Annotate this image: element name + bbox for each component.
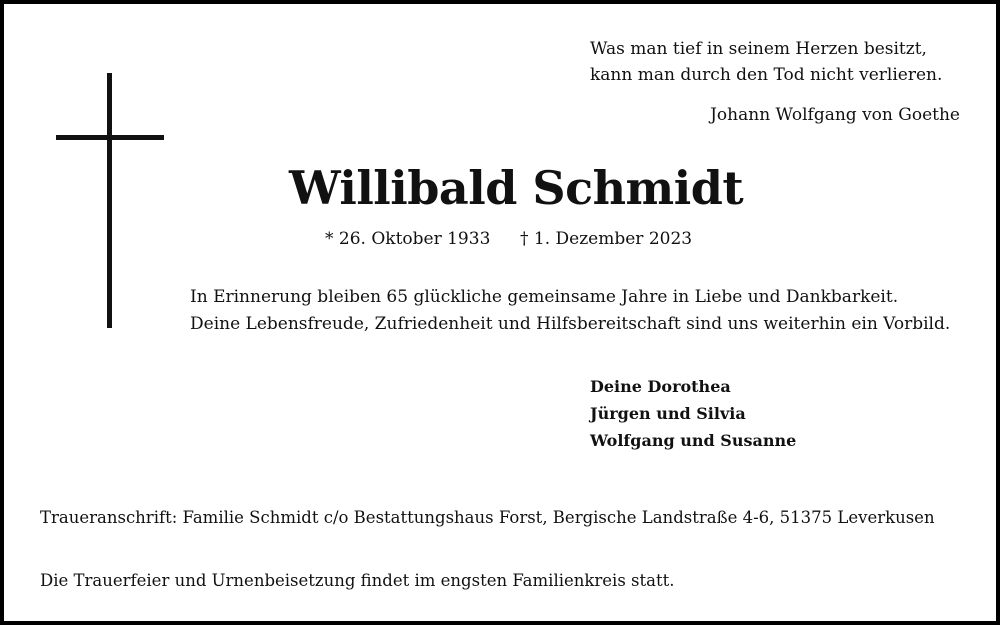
funeral-notice: Die Trauerfeier und Urnenbeisetzung findet im engsten Familienkreis statt. [40,571,675,590]
signer-juergen-silvia: Jürgen und Silvia [590,404,746,423]
memory-text-line-2: Deine Lebensfreude, Zufriedenheit und Hilfsbereitschaft sind uns weiterhin ein Vorbild. [190,314,951,334]
memory-text-line-1: In Erinnerung bleiben 65 glückliche gemeinsame Jahre in Liebe und Dankbarkeit. [190,287,899,307]
cross-horizontal-bar [56,135,164,140]
signer-dorothea: Deine Dorothea [590,377,731,396]
quote-line-1: Was man tief in seinem Herzen besitzt, [590,39,927,59]
signer-wolfgang-susanne: Wolfgang und Susanne [590,431,797,450]
deceased-name: Willibald Schmidt [289,161,744,215]
birth-date: * 26. Oktober 1933 [325,229,491,249]
quote-author: Johann Wolfgang von Goethe [710,105,960,125]
quote-line-2: kann man durch den Tod nicht verlieren. [590,65,943,85]
mourning-address: Traueranschrift: Familie Schmidt c/o Bestattungshaus Forst, Bergische Landstraße 4-6, 51375 Leverkusen [40,508,935,527]
cross-vertical-bar [107,73,112,328]
death-date: † 1. Dezember 2023 [520,229,693,249]
